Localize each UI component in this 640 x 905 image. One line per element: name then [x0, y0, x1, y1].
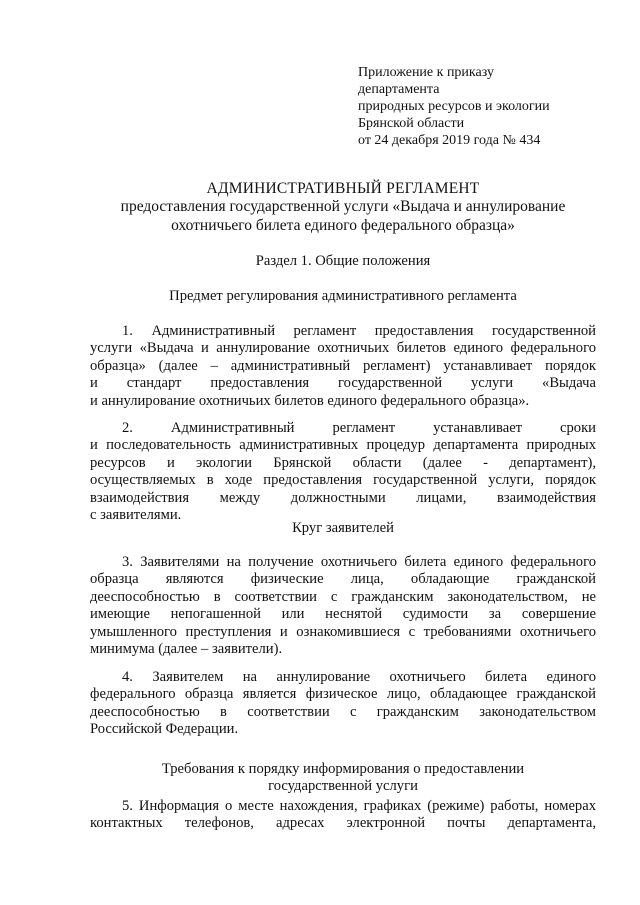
paragraph-line: 1. Административный регламент предоставления государственной	[122, 323, 596, 339]
appendix-note	[358, 64, 550, 149]
paragraph-line: и стандарт предоставления государственной услуги «Выдача	[90, 375, 596, 392]
paragraph-line: дееспособностью в соответствии с гражданским законодательством	[90, 703, 596, 720]
paragraph-5	[90, 798, 596, 833]
paragraph-line: с заявителями.	[90, 507, 182, 524]
document-title	[70, 180, 616, 235]
applicants-heading: Круг заявителей	[292, 520, 394, 536]
appendix-line: от 24 декабря 2019 года № 434	[358, 133, 541, 148]
paragraph-line: осуществляемых в ходе предоставления государственной услуги, порядок	[90, 472, 596, 489]
paragraph-line: федерального образца является физическое лицо, обладающее гражданской	[90, 686, 596, 703]
paragraph-2	[90, 420, 596, 524]
info-heading	[90, 761, 596, 796]
paragraph-1	[90, 323, 596, 410]
paragraph-line: минимума (далее – заявители).	[90, 641, 283, 658]
subject-heading: Предмет регулирования административного регламента	[169, 288, 517, 304]
paragraph-line: образца» (далее – административный регламент) устанавливает порядок	[90, 357, 596, 374]
title-line: АДМИНИСТРАТИВНЫЙ РЕГЛАМЕНТ	[206, 180, 480, 197]
paragraph-line: 5. Информация о месте нахождения, графиках (режиме) работы, номерах	[122, 798, 596, 814]
appendix-line: Приложение к приказу	[358, 65, 494, 80]
appendix-line: природных ресурсов и экологии	[358, 99, 550, 114]
paragraph-line: умышленного преступления и ознакомившиеся с требованиями охотничьего	[90, 623, 596, 640]
paragraph-line: 3. Заявителями на получение охотничьего билета единого федерального	[122, 554, 596, 570]
paragraph-line: ресурсов и экологии Брянской области (далее - департамент),	[90, 454, 596, 471]
paragraph-line: образца являются физические лица, обладающие гражданской	[90, 571, 596, 588]
paragraph-line: услуги «Выдача и аннулирование охотничьих билетов единого федерального	[90, 340, 596, 357]
info-heading-line: государственной услуги	[268, 778, 418, 795]
paragraph-4	[90, 669, 596, 739]
paragraph-line: 2. Административный регламент устанавливает сроки	[122, 420, 596, 436]
paragraph-line: взаимодействия между должностными лицами, взаимодействия	[90, 489, 596, 506]
info-heading-line: Требования к порядку информирования о предоставлении	[161, 761, 525, 777]
title-line: предоставления государственной услуги «Выдача и аннулирование	[120, 198, 566, 216]
paragraph-line: контактных телефонов, адресах электронной почты департамента,	[90, 815, 596, 832]
paragraph-line: Российской Федерации.	[90, 721, 239, 738]
paragraph-3	[90, 554, 596, 658]
paragraph-line: имеющие непогашенной или неснятой судимости за совершение	[90, 606, 596, 623]
appendix-line: департамента	[358, 82, 440, 97]
title-line: охотничьего билета единого федерального образца»	[171, 217, 515, 235]
section-heading: Раздел 1. Общие положения	[255, 253, 431, 269]
paragraph-line: дееспособностью в соответствии с гражданским законодательством, не	[90, 588, 596, 605]
paragraph-line: и аннулирование охотничьих билетов единого федерального образца».	[90, 392, 530, 409]
appendix-line: Брянской области	[358, 116, 465, 131]
paragraph-line: и последовательность административных процедур департамента природных	[90, 437, 596, 454]
paragraph-line: 4. Заявителем на аннулирование охотничьего билета единого	[122, 669, 596, 685]
